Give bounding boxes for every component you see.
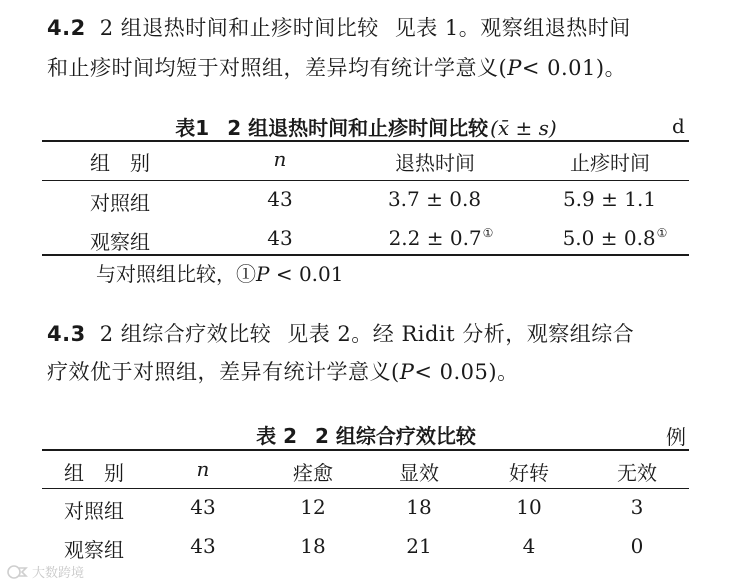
table-cell: 0 — [630, 534, 644, 558]
section-4-2-line-2 — [47, 52, 626, 82]
section-4-3-line-1 — [47, 318, 634, 348]
table-1-top-rule — [42, 140, 689, 142]
watermark-text: 大数跨境 — [32, 566, 85, 581]
cell-value: 3.7 ± 0.8 — [387, 187, 482, 211]
table-caption-title: 2 组退热时间和止疹时间比较 — [227, 116, 489, 140]
table-header-cell: 好转 — [509, 461, 549, 485]
table-cell: 43 — [190, 534, 216, 558]
footnote-text: < 0.01 — [269, 262, 344, 286]
section-text: 见表 1。观察组退热时间 — [394, 16, 631, 40]
table-2-caption — [0, 420, 732, 449]
table-1-unit: d — [672, 114, 685, 138]
table-caption-stat: (x̄ ± s) — [490, 116, 557, 140]
table-1-footnote — [96, 258, 343, 287]
table-2-header-rule — [42, 488, 689, 489]
table-cell: 21 — [406, 534, 432, 558]
section-text: 疗效优于对照组，差异有统计学意义( — [47, 360, 400, 384]
significance-mark: ① — [482, 226, 494, 240]
table-header-cell: 退热时间 — [395, 151, 475, 175]
p-symbol: P — [507, 56, 522, 80]
section-4-3-line-2 — [47, 356, 519, 386]
table-header-cell: 组 别 — [64, 461, 124, 485]
table-header-cell: n — [196, 457, 210, 481]
table-cell: 18 — [406, 495, 432, 519]
table-1-caption — [0, 112, 732, 141]
table-cell: 观察组 — [90, 230, 150, 254]
table-header-cell: 无效 — [617, 461, 657, 485]
table-1-header-rule — [42, 180, 689, 181]
cell-value: 5.0 ± 0.8 — [562, 226, 656, 250]
section-title: 2 组退热时间和止疹时间比较 — [99, 16, 379, 40]
section-text: < 0.01)。 — [521, 56, 627, 80]
table-cell — [389, 226, 494, 250]
cell-value: 5.9 ± 1.1 — [562, 187, 657, 211]
table-cell: 43 — [267, 187, 293, 211]
table-cell — [563, 187, 657, 211]
table-2-unit: 例 — [666, 425, 686, 449]
table-cell — [388, 187, 482, 211]
p-symbol: P — [399, 360, 415, 384]
section-title: 2 组综合疗效比较 — [99, 322, 272, 346]
significance-mark: ① — [656, 226, 668, 240]
table-header-cell: n — [273, 147, 287, 171]
section-text: 见表 2。经 Ridit 分析，观察组综合 — [287, 322, 635, 346]
table-cell: 43 — [190, 495, 216, 519]
table-cell: 3 — [630, 495, 644, 519]
table-cell: 43 — [267, 226, 293, 250]
table-header-cell: 止疹时间 — [570, 151, 650, 175]
watermark-logo-icon — [6, 564, 28, 580]
table-cell: 观察组 — [64, 538, 124, 562]
watermark — [6, 562, 84, 581]
section-number: 4.3 — [47, 322, 86, 346]
section-text: < 0.05)。 — [414, 360, 519, 384]
table-header-cell: 组 别 — [90, 151, 150, 175]
table-1-bottom-rule — [42, 254, 689, 256]
table-header-cell: 痊愈 — [293, 461, 333, 485]
p-symbol: P — [256, 262, 270, 286]
table-cell: 对照组 — [64, 499, 124, 523]
footnote-text: 与对照组比较，① — [96, 262, 256, 286]
table-cell: 18 — [300, 534, 326, 558]
table-cell: 4 — [522, 534, 536, 558]
table-cell: 10 — [516, 495, 542, 519]
section-text: 和止疹时间均短于对照组，差异均有统计学意义( — [47, 56, 508, 80]
table-cell: 12 — [300, 495, 326, 519]
table-caption-label: 表 2 — [256, 424, 297, 448]
table-cell — [563, 226, 668, 250]
cell-value: 2.2 ± 0.7 — [388, 226, 482, 250]
table-header-cell: 显效 — [399, 461, 439, 485]
table-caption-label: 表1 — [175, 116, 210, 140]
table-2-top-rule — [42, 449, 689, 451]
section-4-2-line-1 — [47, 12, 631, 42]
table-caption-title: 2 组综合疗效比较 — [315, 424, 476, 448]
table-cell: 对照组 — [90, 191, 150, 215]
section-number: 4.2 — [47, 16, 86, 40]
